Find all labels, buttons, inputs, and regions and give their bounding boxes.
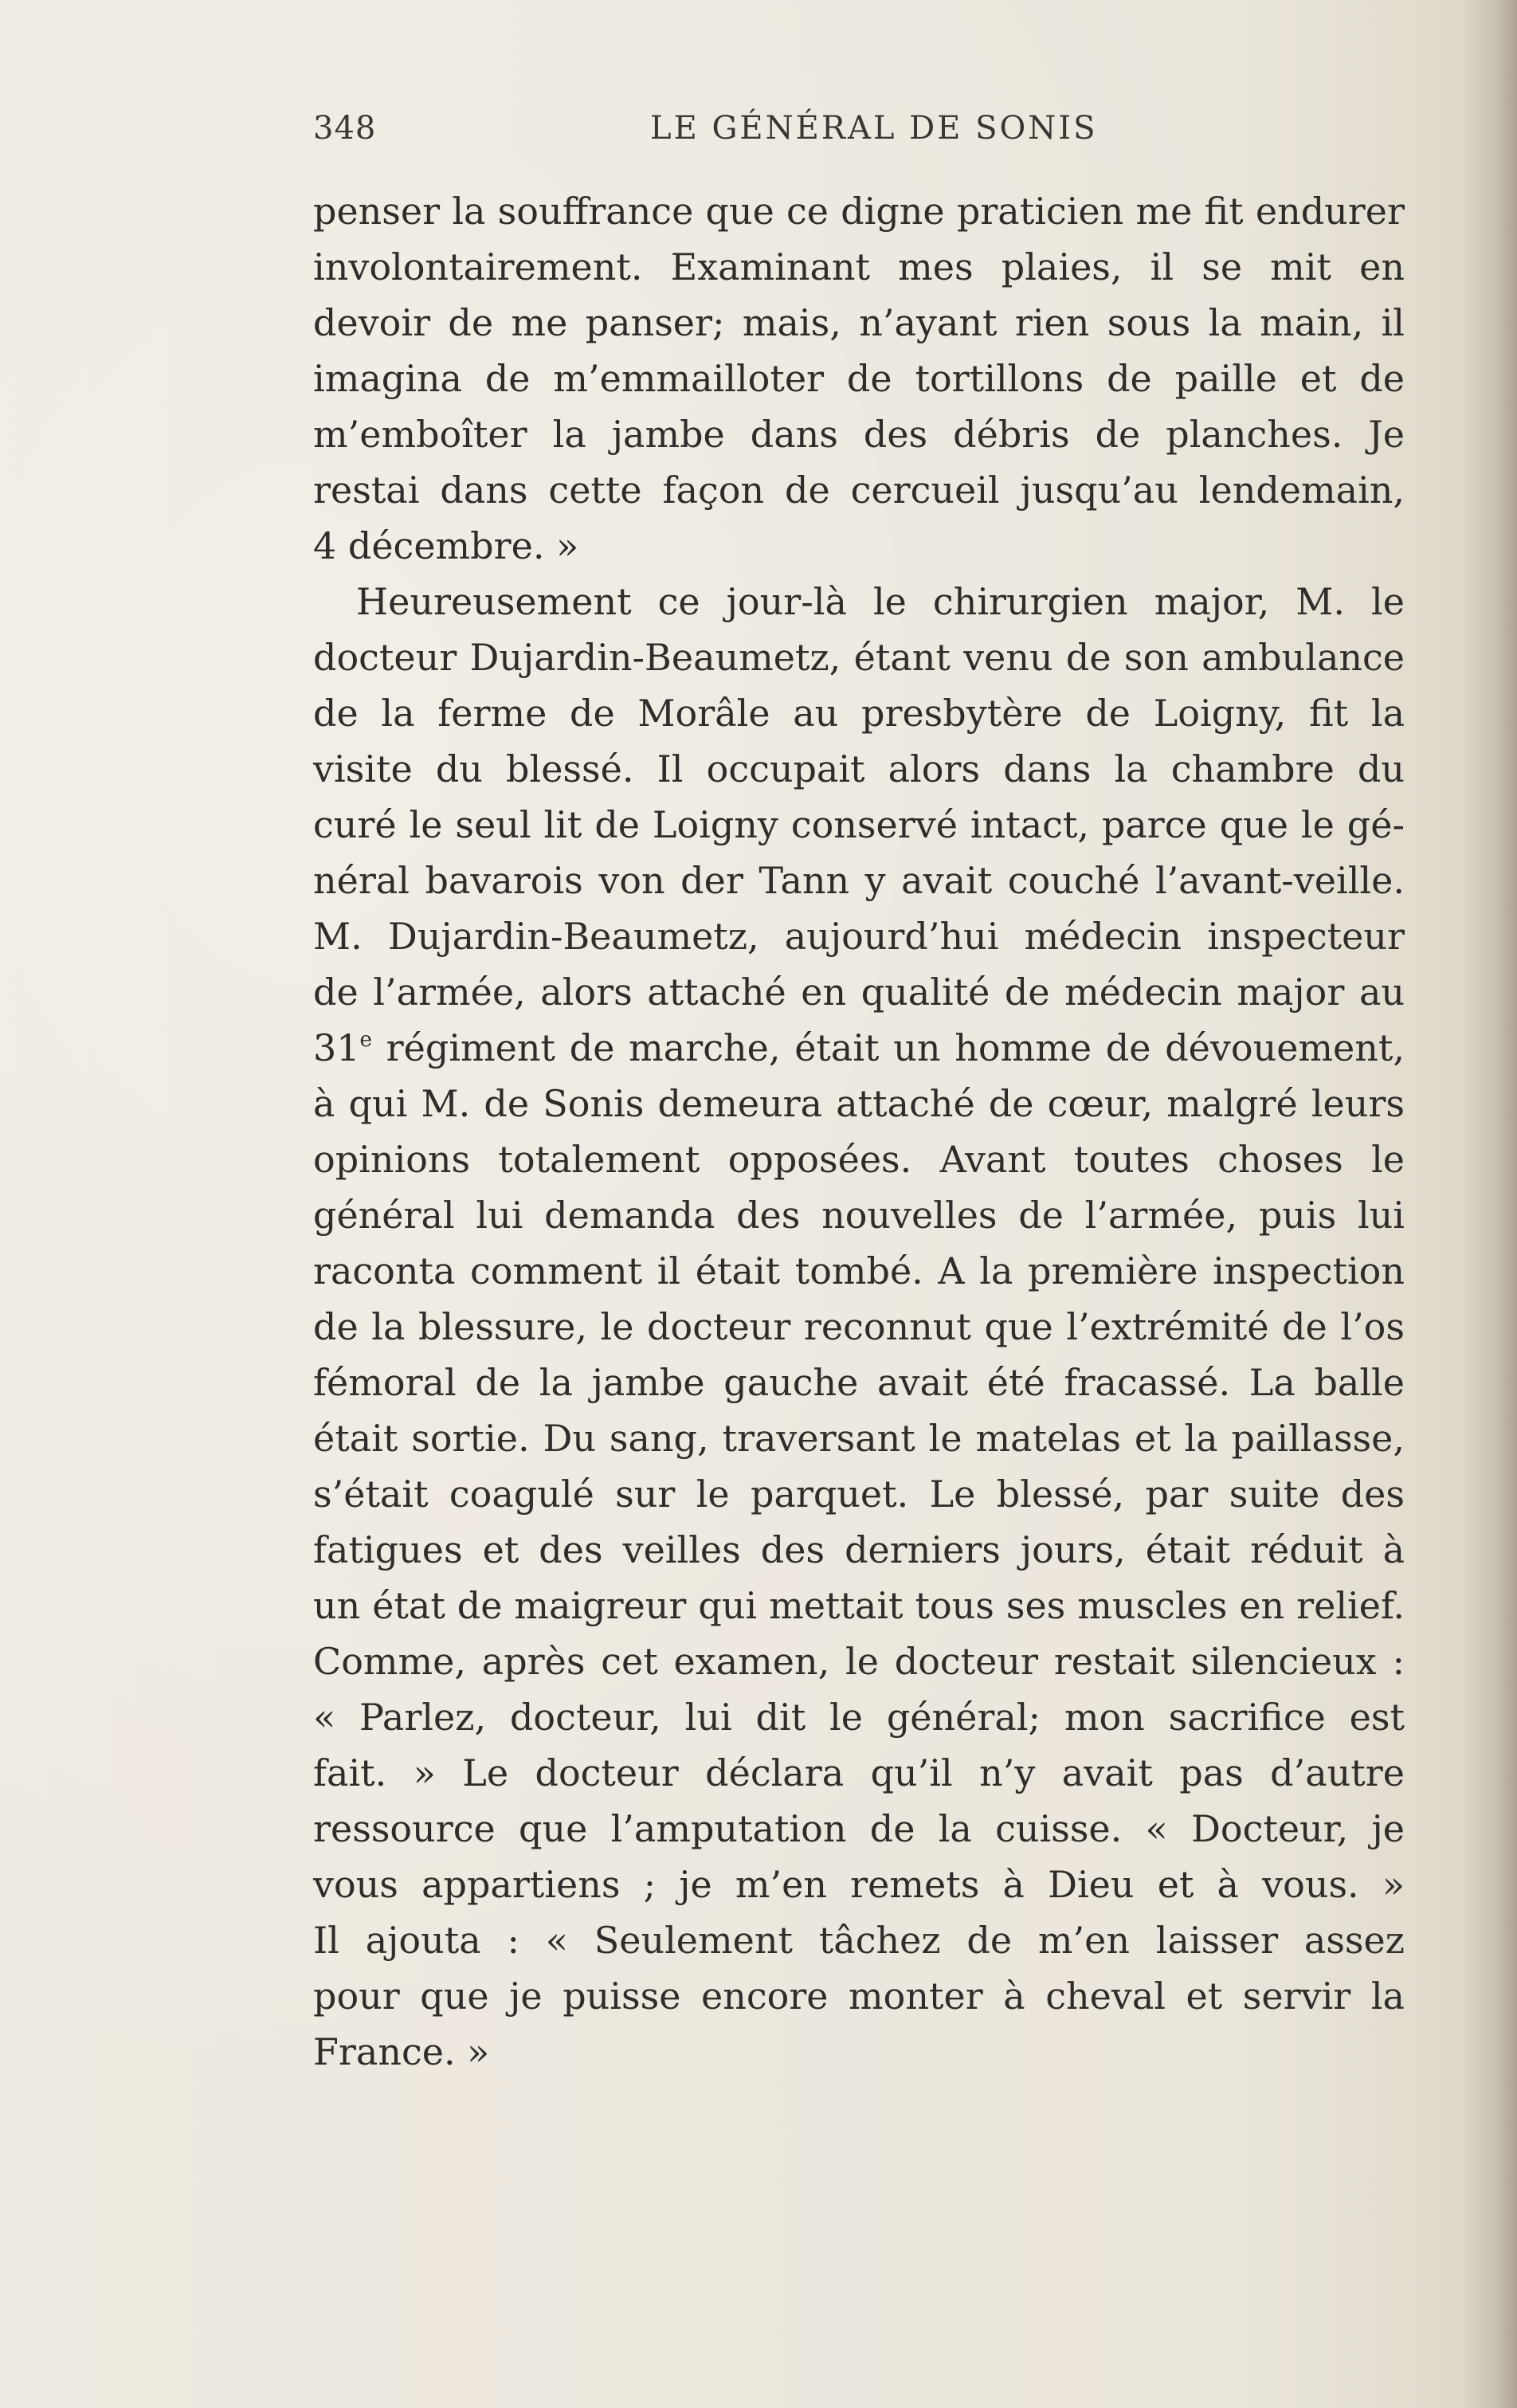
running-head bbox=[313, 110, 1405, 158]
text-line: visite du blessé. Il occupait alors dans la chambre du bbox=[313, 747, 1405, 790]
body-text bbox=[313, 183, 1405, 2080]
text-line: M. Dujardin-Beaumetz, aujourd’hui médecin inspecteur bbox=[313, 915, 1405, 958]
text-line: involontairement. Examinant mes plaies, il se mit en bbox=[313, 245, 1405, 288]
running-title: LE GÉNÉRAL DE SONIS bbox=[650, 110, 1098, 147]
text-line: pour que je puisse encore monter à cheval et servir la bbox=[313, 1975, 1405, 2018]
text-line-superscript bbox=[313, 1020, 1405, 1076]
text-line: penser la souffrance que ce digne praticien me fit endurer bbox=[313, 190, 1405, 233]
text-line: Comme, après cet examen, le docteur restait silencieux : bbox=[313, 1640, 1405, 1683]
page-edge-shadow bbox=[1461, 0, 1517, 2408]
text-line: docteur Dujardin-Beaumetz, étant venu de son ambulance bbox=[313, 636, 1405, 679]
text-line: à qui M. de Sonis demeura attaché de cœur, malgré leurs bbox=[313, 1082, 1405, 1125]
text-line: imagina de m’emmailloter de tortillons de paille et de bbox=[313, 357, 1405, 400]
text-line: néral bavarois von der Tann y avait couché l’avant-veille. bbox=[313, 859, 1405, 902]
text-line: France. » bbox=[313, 2030, 490, 2073]
text-line: Il ajouta : « Seulement tâchez de m’en laisser assez bbox=[313, 1919, 1405, 1962]
text-line: m’emboîter la jambe dans des débris de planches. Je bbox=[313, 413, 1405, 456]
ordinal-superscript: e bbox=[359, 1028, 372, 1052]
text-line: devoir de me panser; mais, n’ayant rien sous la main, il bbox=[313, 301, 1405, 344]
text-line: Heureusement ce jour-là le chirurgien major, M. le bbox=[356, 580, 1405, 623]
text-line: était sortie. Du sang, traversant le matelas et la paillasse, bbox=[313, 1417, 1405, 1460]
text-line: fatigues et des veilles des derniers jours, était réduit à bbox=[313, 1528, 1405, 1571]
text-line: vous appartiens ; je m’en remets à Dieu et à vous. » bbox=[313, 1863, 1405, 1906]
page-number: 348 bbox=[313, 110, 377, 147]
text-line: fémoral de la jambe gauche avait été fracassé. La balle bbox=[313, 1361, 1405, 1404]
text-line: curé le seul lit de Loigny conservé intact, parce que le gé- bbox=[313, 803, 1405, 846]
text-line: s’était coagulé sur le parquet. Le blessé, par suite des bbox=[313, 1473, 1405, 1516]
text-line: général lui demanda des nouvelles de l’armée, puis lui bbox=[313, 1194, 1405, 1237]
text-line: fait. » Le docteur déclara qu’il n’y avait pas d’autre bbox=[313, 1751, 1405, 1794]
text-line: raconta comment il était tombé. A la première inspection bbox=[313, 1249, 1405, 1292]
text-line: de la blessure, le docteur reconnut que l’extrémité de l’os bbox=[313, 1305, 1405, 1348]
text-line: opinions totalement opposées. Avant toutes choses le bbox=[313, 1138, 1405, 1181]
regiment-number: 31 bbox=[313, 1026, 360, 1069]
text-line: un état de maigreur qui mettait tous ses muscles en relief. bbox=[313, 1584, 1405, 1627]
text-line: de l’armée, alors attaché en qualité de médecin major au bbox=[313, 971, 1405, 1014]
text-line: de la ferme de Morâle au presbytère de Loigny, fit la bbox=[313, 692, 1405, 735]
line-continuation: régiment de marche, était un homme de dévouement, bbox=[371, 1026, 1405, 1069]
text-line: 4 décembre. » bbox=[313, 524, 579, 567]
text-line: ressource que l’amputation de la cuisse. « Docteur, je bbox=[313, 1807, 1405, 1850]
text-line: « Parlez, docteur, lui dit le général; mon sacrifice est bbox=[313, 1696, 1405, 1739]
text-line: restai dans cette façon de cercueil jusqu’au lendemain, bbox=[313, 469, 1405, 512]
